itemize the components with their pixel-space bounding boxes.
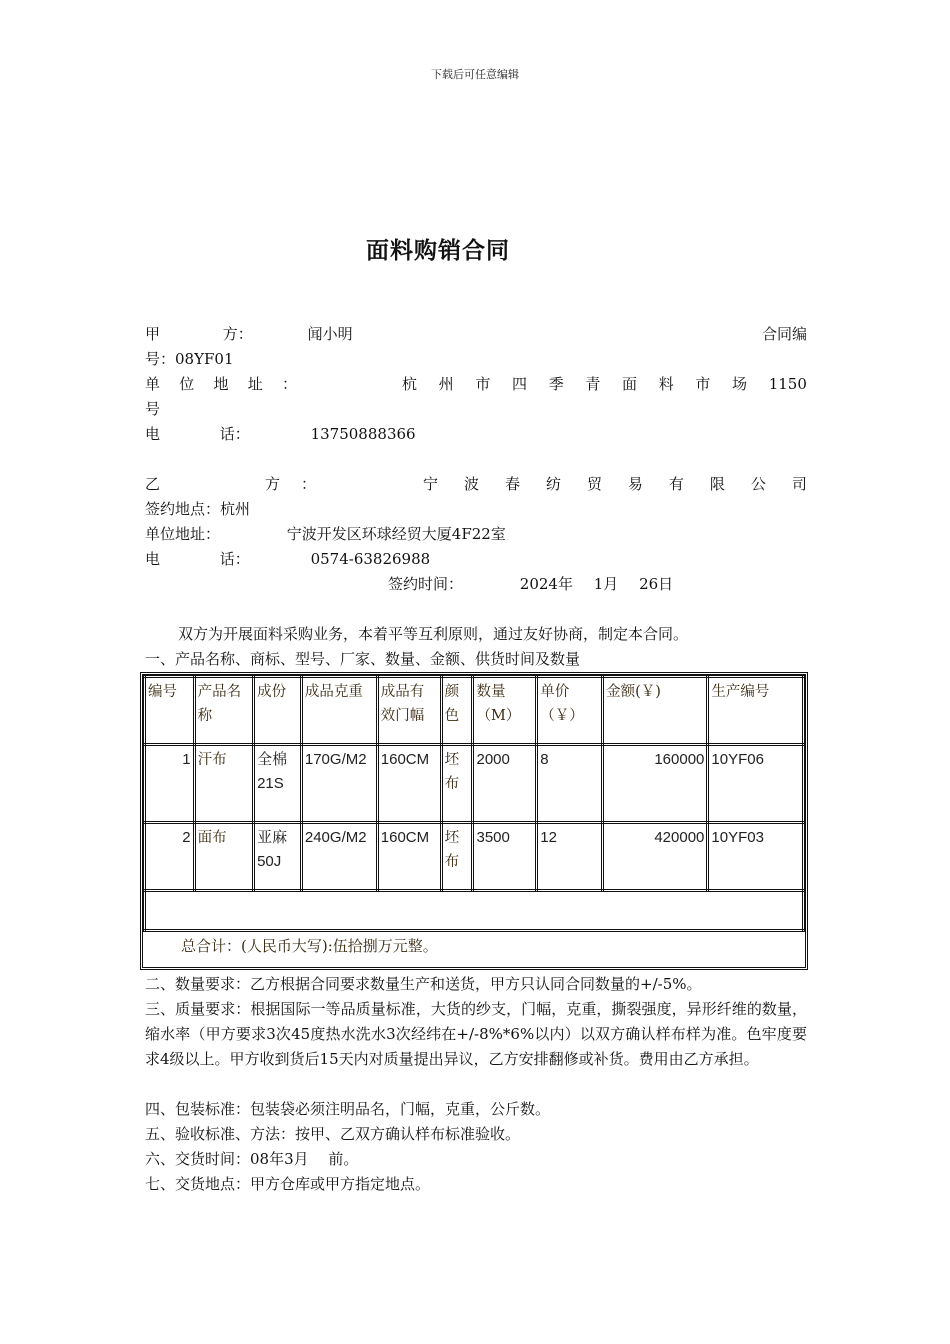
clause-acceptance: 五、验收标准、方法：按甲、乙双方确认样布标准验收。	[145, 1125, 521, 1143]
cell-qty: 3500	[473, 823, 537, 891]
party-b-phone: 0574-63826988	[310, 550, 431, 568]
party-b-name-char: 有	[668, 475, 684, 493]
party-a-name: 闻小明	[307, 325, 353, 343]
phone-label-b: 话：	[219, 550, 250, 568]
addr-char: 市	[475, 375, 491, 393]
cell-prod-no: 10YF03	[708, 823, 804, 891]
party-b-label-a: 乙	[145, 475, 161, 493]
cell-width: 160CM	[377, 745, 441, 823]
party-a-phone-row	[145, 422, 807, 447]
cell-amount: 420000	[603, 823, 708, 891]
cell-width: 160CM	[377, 823, 441, 891]
party-b-phone-row	[145, 547, 807, 572]
col-header: 成品克重	[301, 677, 377, 745]
party-a-label-a: 甲	[145, 325, 161, 343]
sign-place: 签约地点：杭州	[145, 500, 251, 518]
sign-month: 1月	[593, 575, 619, 593]
col-header: 成份	[254, 677, 302, 745]
addr-label-char: 址	[247, 375, 263, 393]
addr-label-char: 单	[145, 375, 161, 393]
contract-no-label: 合同编	[761, 325, 807, 343]
table-total: 总合计：(人民币大写):伍拾捌万元整。	[181, 937, 438, 955]
party-b-name-char: 司	[791, 475, 807, 493]
addr-label-char: 位	[179, 375, 195, 393]
addr-label-char: 地	[213, 375, 229, 393]
table-row	[145, 745, 804, 823]
party-b-label-c: ：	[301, 475, 317, 493]
party-b-name-char: 纺	[545, 475, 561, 493]
addr-char: 青	[585, 375, 601, 393]
cell-name: 汗布	[194, 745, 253, 823]
col-header: 颜色	[441, 677, 473, 745]
party-b-label-b: 方	[265, 475, 281, 493]
col-header: 成品有效门幅	[377, 677, 441, 745]
sign-year: 2024年	[519, 575, 573, 593]
party-a-phone: 13750888366	[310, 425, 416, 443]
cell-color: 坯布	[441, 745, 473, 823]
sign-time-row	[388, 572, 688, 597]
phone-label-a: 电	[145, 550, 161, 568]
document-title: 面料购销合同	[366, 237, 510, 264]
product-table	[140, 672, 808, 970]
addr-char: 面	[622, 375, 638, 393]
party-b-name-char: 易	[627, 475, 643, 493]
cell-amount: 160000	[603, 745, 708, 823]
cell-composition: 全棉21S	[254, 745, 302, 823]
cell-prod-no: 10YF06	[708, 745, 804, 823]
addr-char: 市	[695, 375, 711, 393]
intro-paragraph: 双方为开展面料采购业务，本着平等互利原则，通过友好协商，制定本合同。	[178, 625, 689, 643]
table-row	[145, 823, 804, 891]
table-blank-row	[145, 891, 804, 931]
party-a-address-line2: 号	[145, 400, 161, 418]
addr-label-char: ：	[281, 375, 297, 393]
col-header: 生产编号	[708, 677, 804, 745]
party-b-name-char: 贸	[586, 475, 602, 493]
cell-price: 12	[537, 823, 603, 891]
clause-quality: 三、质量要求：根据国际一等品质量标准，大货的纱支，门幅，克重，撕裂强度，异形纤维的数量，缩水率（甲方要求3次45度热水洗水3次经纬在+/-8%*6%以内）以双方确认样布样为准。色牢度要求4级以上。甲方收到货后15天内对质量提出异议，乙方安排翻修或补货。费用由乙方承担。	[145, 1000, 807, 1068]
clause-packaging: 四、包装标准：包装袋必须注明品名，门幅，克重，公斤数。	[145, 1100, 551, 1118]
blank-cell	[145, 891, 804, 931]
party-b-address: 宁波开发区环球经贸大厦4F22室	[286, 525, 506, 543]
header-note: 下载后可任意编辑	[431, 68, 519, 81]
addr-char: 料	[658, 375, 674, 393]
col-header: 金额(￥)	[603, 677, 708, 745]
addr-char: 1150	[768, 375, 807, 393]
cell-weight: 240G/M2	[301, 823, 377, 891]
party-b-name-char: 公	[750, 475, 766, 493]
cell-weight: 170G/M2	[301, 745, 377, 823]
cell-no: 1	[145, 745, 195, 823]
party-a-label-b: 方：	[222, 325, 253, 343]
party-b-address-label: 单位地址：	[145, 525, 221, 543]
cell-price: 8	[537, 745, 603, 823]
col-header: 产品名称	[194, 677, 253, 745]
addr-char: 杭	[402, 375, 418, 393]
cell-composition: 亚麻50J	[254, 823, 302, 891]
cell-name: 面布	[194, 823, 253, 891]
cell-color: 坯布	[441, 823, 473, 891]
table-header-row	[145, 677, 804, 745]
clause-delivery-place: 七、交货地点：甲方仓库或甲方指定地点。	[145, 1175, 431, 1193]
party-b-address-row	[145, 522, 807, 547]
party-b-name-char: 宁	[423, 475, 439, 493]
contract-no: 号：08YF01	[145, 350, 234, 368]
addr-char: 场	[732, 375, 748, 393]
addr-char: 季	[548, 375, 564, 393]
sign-day: 26日	[639, 575, 674, 593]
addr-char: 州	[438, 375, 454, 393]
cell-qty: 2000	[473, 745, 537, 823]
party-a-row	[145, 322, 807, 347]
party-b-name-char: 春	[504, 475, 520, 493]
col-header: 数量（M）	[473, 677, 537, 745]
section-1-heading: 一、产品名称、商标、型号、厂家、数量、金额、供货时间及数量	[145, 650, 581, 668]
clause-quantity: 二、数量要求：乙方根据合同要求数量生产和送货，甲方只认同合同数量的+/-5%。	[145, 975, 702, 993]
cell-no: 2	[145, 823, 195, 891]
addr-char: 四	[512, 375, 528, 393]
clause-delivery-time: 六、交货时间：08年3月 前。	[145, 1150, 359, 1168]
sign-time-label: 签约时间：	[388, 575, 464, 593]
phone-label-b: 话：	[219, 425, 250, 443]
col-header: 编号	[145, 677, 195, 745]
party-b-name-char: 限	[709, 475, 725, 493]
col-header: 单价（￥）	[537, 677, 603, 745]
party-b-name-char: 波	[463, 475, 479, 493]
phone-label-a: 电	[145, 425, 161, 443]
